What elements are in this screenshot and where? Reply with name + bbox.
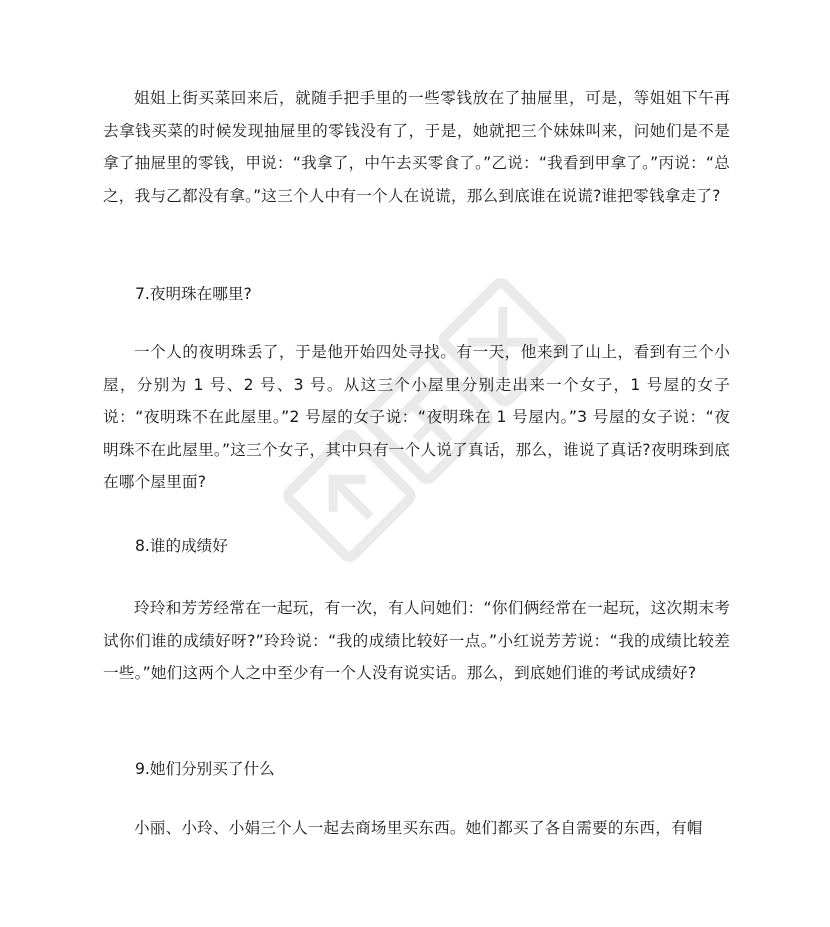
paragraph-intro: 姐姐上街买菜回来后，就随手把手里的一些零钱放在了抽屉里，可是，等姐姐下午再去拿钱买菜的时候发现抽屉里的零钱没有了，于是，她就把三个妹妹叫来，问她们是不是拿了抽屉里的零钱，甲说：“我拿了，中午去买零食了。”乙说：“我看到甲拿了。”丙说：“总之，我与乙都没有拿。”这三个人中有一个人在说谎，那么到底谁在说谎?谁把零钱拿走了? (103, 89, 730, 205)
paragraph-question-8: 玲玲和芳芳经常在一起玩，有一次，有人问她们：“你们俩经常在一起玩，这次期末考试你们谁的成绩好呀?”玲玲说：“我的成绩比较好一点。”小红说芳芳说：“我的成绩比较差一些。”她们这两个人之中至少有一个人没有说实话。那么，到底她们谁的考试成绩好? (103, 599, 730, 682)
heading-question-8: 8.谁的成绩好 (135, 537, 228, 555)
heading-question-7: 7.夜明珠在哪里? (135, 285, 252, 303)
paragraph-question-9: 小丽、小玲、小娟三个人一起去商场里买东西。她们都买了各自需要的东西，有帽 (134, 819, 703, 837)
paragraph-question-7: 一个人的夜明珠丢了，于是他开始四处寻找。有一天，他来到了山上，看到有三个小屋，分别为 1 号、2 号、3 号。从这三个小屋里分别走出来一个女子，1 号屋的女子说：“夜明珠不在此屋里。”2 号屋的女子说：“夜明珠在 1 号屋内。”3 号屋的女子说：“夜明珠不在此屋里。”这三个女子，其中只有一个人说了真话，那么，谁说了真话?夜明珠到底在哪个屋里面? (103, 343, 730, 491)
heading-question-9: 9.她们分别买了什么 (135, 760, 275, 778)
